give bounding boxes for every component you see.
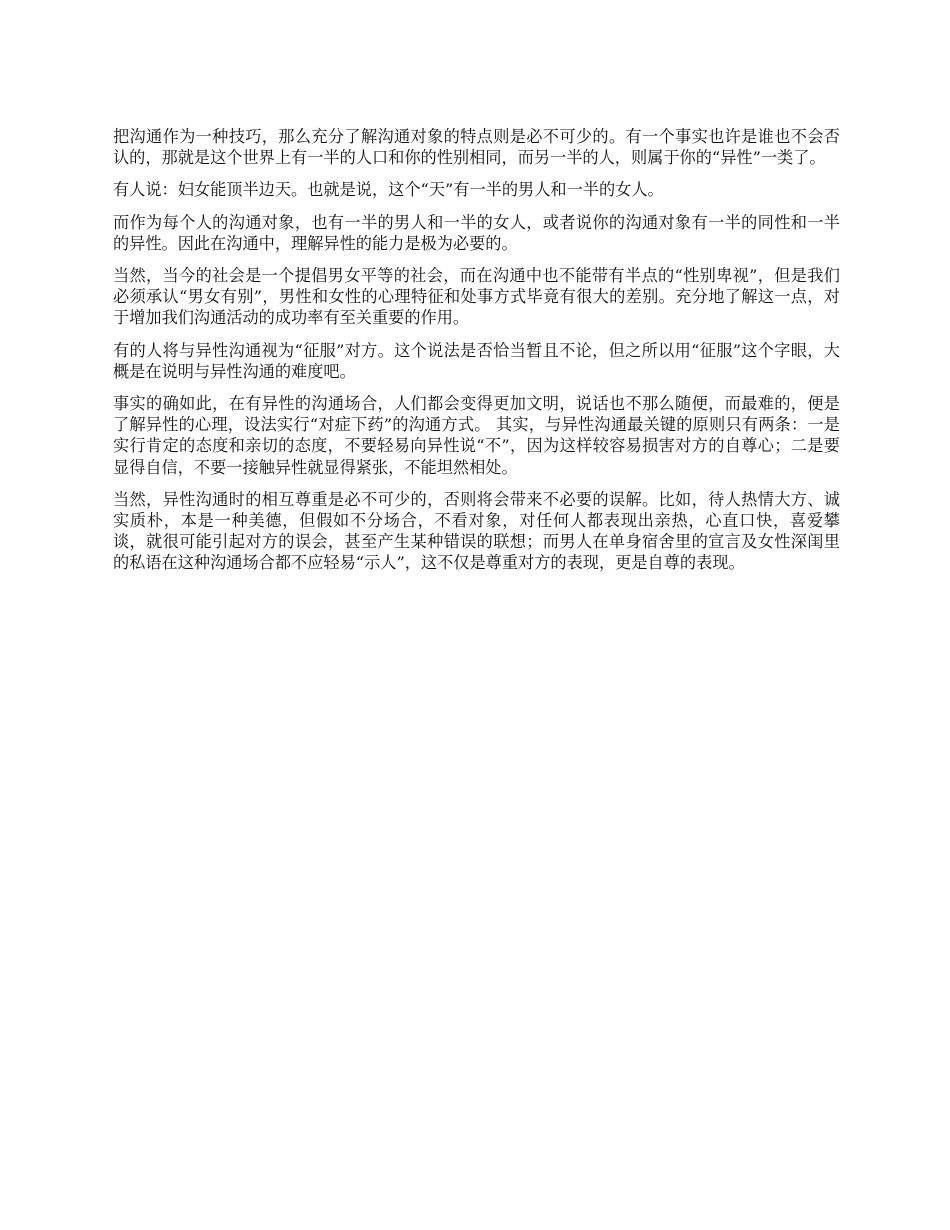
- paragraph-1: 把沟通作为一种技巧，那么充分了解沟通对象的特点则是必不可少的。有一个事实也许是谁也不会否认的，那就是这个世界上有一半的人口和你的性别相同，而另一半的人，则属于你的“异性”一类了。: [113, 127, 840, 168]
- paragraph-7: 当然，异性沟通时的相互尊重是必不可少的，否则将会带来不必要的误解。比如，待人热情大方、诚实质朴，本是一种美德，但假如不分场合，不看对象，对任何人都表现出亲热，心直口快，喜爱攀谈，就很可能引起对方的误会，甚至产生某种错误的联想；而男人在单身宿舍里的宣言及女性深闺里的私语在这种沟通场合都不应轻易“示人”，这不仅是尊重对方的表现，更是自尊的表现。: [113, 489, 840, 573]
- paragraph-2: 有人说：妇女能顶半边天。也就是说，这个“天”有一半的男人和一半的女人。: [113, 180, 664, 200]
- paragraph-5: 有的人将与异性沟通视为“征服”对方。这个说法是否恰当暂且不论，但之所以用“征服”这个字眼，大概是在说明与异性沟通的难度吧。: [113, 340, 840, 381]
- paragraph-3: 而作为每个人的沟通对象，也有一半的男人和一半的女人，或者说你的沟通对象有一半的同性和一半的异性。因此在沟通中，理解异性的能力是极为必要的。: [113, 212, 840, 253]
- document-page: [113, 126, 840, 585]
- paragraph-4: 当然，当今的社会是一个提倡男女平等的社会，而在沟通中也不能带有半点的“性别卑视”，但是我们必须承认“男女有别”，男性和女性的心理特征和处事方式毕竟有很大的差别。充分地了解这一点，对于增加我们沟通活动的成功率有至关重要的作用。: [113, 266, 840, 328]
- paragraph-6: 事实的确如此，在有异性的沟通场合，人们都会变得更加文明，说话也不那么随便，而最难的，便是了解异性的心理，设法实行“对症下药”的沟通方式。 其实，与异性沟通最关键的原则只有两条：一是实行肯定的态度和亲切的态度，不要轻易向异性说“不”，因为这样较容易损害对方的自尊心；二是要显得自信，不要一接触异性就显得紧张，不能坦然相处。: [113, 394, 840, 477]
